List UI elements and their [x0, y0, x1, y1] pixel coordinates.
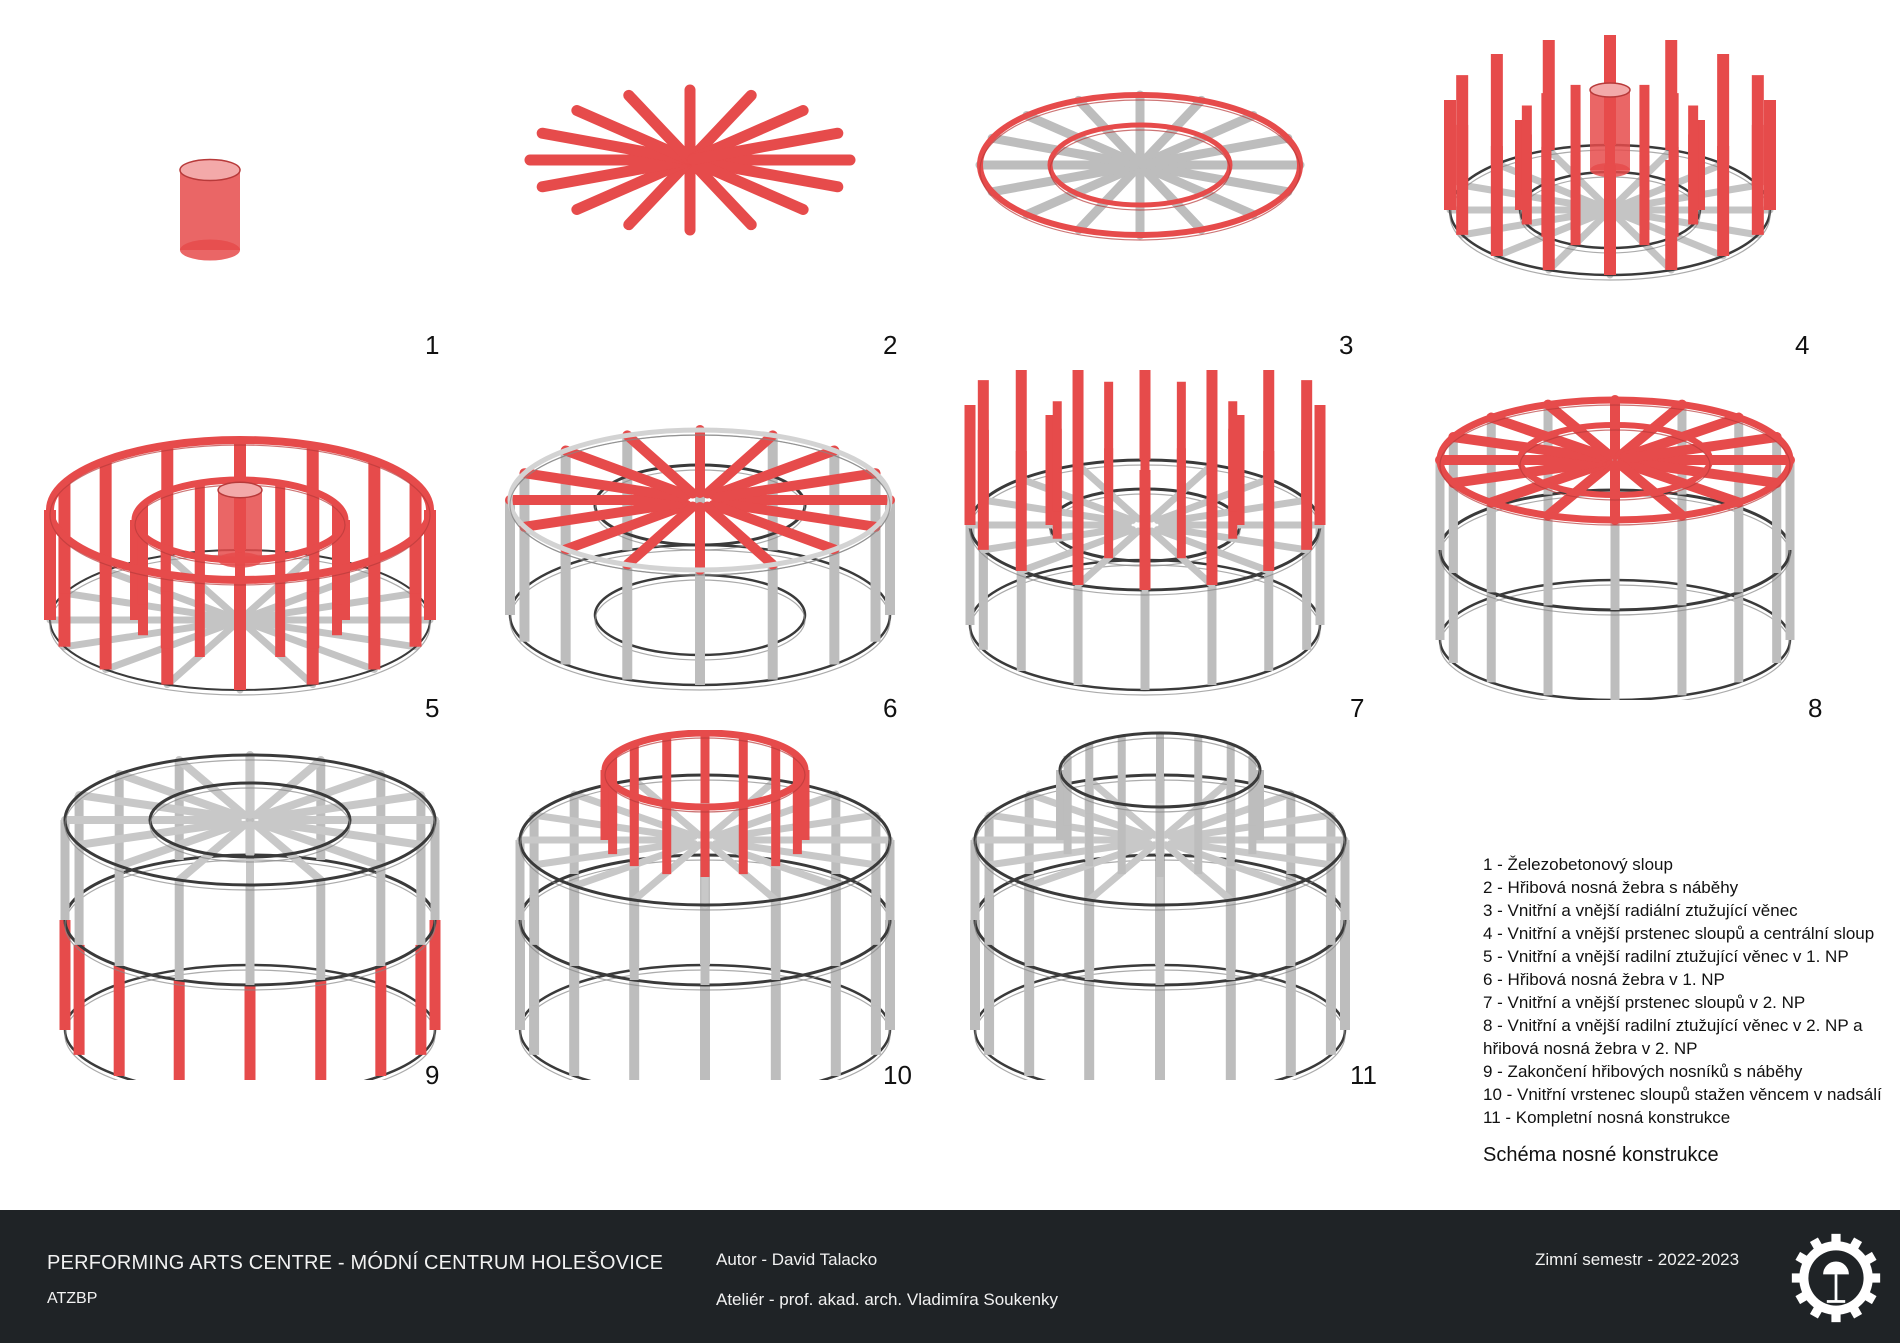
panel-number: 2 — [883, 330, 898, 360]
footer-bar — [0, 1210, 1900, 1343]
diagram-panel-2 — [465, 10, 925, 370]
diagram-panel-10 — [480, 730, 940, 1090]
panel-number: 3 — [1339, 330, 1354, 360]
legend-item: 3 - Vnitřní a vnější radiální ztužující věnec — [1483, 901, 1798, 920]
panel-number: 8 — [1808, 693, 1823, 723]
panel-number: 1 — [425, 330, 440, 360]
core-column — [180, 170, 240, 250]
diagram-panel-1 — [20, 10, 480, 370]
panel-number: 6 — [883, 693, 898, 723]
project-title: PERFORMING ARTS CENTRE - MÓDNÍ CENTRUM HOLEŠOVICE — [47, 1252, 664, 1274]
legend-item: 10 - Vnitřní vrstenec sloupů stažen věncem v nadsálí — [1483, 1085, 1882, 1104]
core-column-top — [180, 160, 240, 181]
university-gear-logo-icon — [1790, 1232, 1882, 1324]
author-text: Autor - David Talacko — [716, 1250, 878, 1269]
structure-drawing-8 — [1390, 370, 1850, 700]
panel-number: 4 — [1795, 330, 1810, 360]
legend-item: 9 - Zakončení hřibových nosníků s náběhy — [1483, 1062, 1803, 1081]
legend-item: 11 - Kompletní nosná konstrukce — [1483, 1108, 1731, 1127]
structure-drawing-11 — [935, 730, 1395, 1080]
structure-drawing-5 — [15, 370, 475, 700]
diagram-panel-4 — [1385, 10, 1845, 370]
panel-number: 11 — [1350, 1060, 1377, 1090]
core-column-base — [1590, 163, 1630, 177]
structure-drawing-2 — [465, 10, 925, 360]
panel-number: 5 — [425, 693, 440, 723]
legend-item: 2 - Hřibová nosná žebra s náběhy — [1483, 878, 1739, 897]
legend-item: 6 - Hřibová nosná žebra v 1. NP — [1483, 970, 1725, 989]
studio-text: Ateliér - prof. akad. arch. Vladimíra Soukenky — [716, 1290, 1059, 1309]
legend-item: 8 - Vnitřní a vnější radilní ztužující věnec v 2. NP a hřibová nosná žebra v 2. NP — [1483, 1016, 1863, 1058]
gear-tooth — [1831, 1309, 1840, 1322]
core-column — [1590, 90, 1630, 170]
structure-drawing-1 — [20, 10, 480, 360]
structure-drawing-4 — [1385, 10, 1845, 360]
legend-title: Schéma nosné konstrukce — [1483, 1144, 1719, 1166]
gear-tooth — [1867, 1273, 1880, 1282]
legend-item: 4 - Vnitřní a vnější prstenec sloupů a centrální sloup — [1483, 924, 1875, 943]
diagram-panel-7 — [920, 370, 1380, 730]
gear-tooth — [1792, 1273, 1805, 1282]
core-column-top — [1590, 83, 1630, 97]
semester-text: Zimní semestr - 2022-2023 — [1535, 1250, 1740, 1269]
diagram-panel-6 — [470, 370, 930, 730]
core-column-base — [218, 552, 262, 567]
diagram-panel-5 — [15, 370, 475, 730]
structure-drawing-6 — [470, 370, 930, 700]
diagram-panel-8 — [1390, 370, 1850, 730]
structure-drawing-7 — [920, 370, 1380, 700]
panel-number: 9 — [425, 1060, 440, 1090]
structure-drawing-3 — [915, 10, 1375, 360]
legend-item: 7 - Vnitřní a vnější prstenec sloupů v 2. NP — [1483, 993, 1806, 1012]
diagram-panel-11 — [935, 730, 1395, 1090]
legend-item: 5 - Vnitřní a vnější radilní ztužující věnec v 1. NP — [1483, 947, 1849, 966]
panel-number: 7 — [1350, 693, 1365, 723]
panel-number: 10 — [883, 1060, 912, 1090]
core-column-top — [218, 482, 262, 497]
gear-tooth — [1831, 1234, 1840, 1247]
core-column-base — [180, 240, 240, 261]
core-column — [218, 490, 262, 560]
subject-code: ATZBP — [47, 1290, 98, 1307]
diagram-panel-3 — [915, 10, 1375, 370]
legend-item: 1 - Železobetonový sloup — [1483, 855, 1673, 874]
legend — [1483, 853, 1893, 1129]
diagram-panel-9 — [25, 730, 485, 1090]
structure-drawing-10 — [480, 730, 940, 1080]
structure-drawing-9 — [25, 730, 485, 1080]
